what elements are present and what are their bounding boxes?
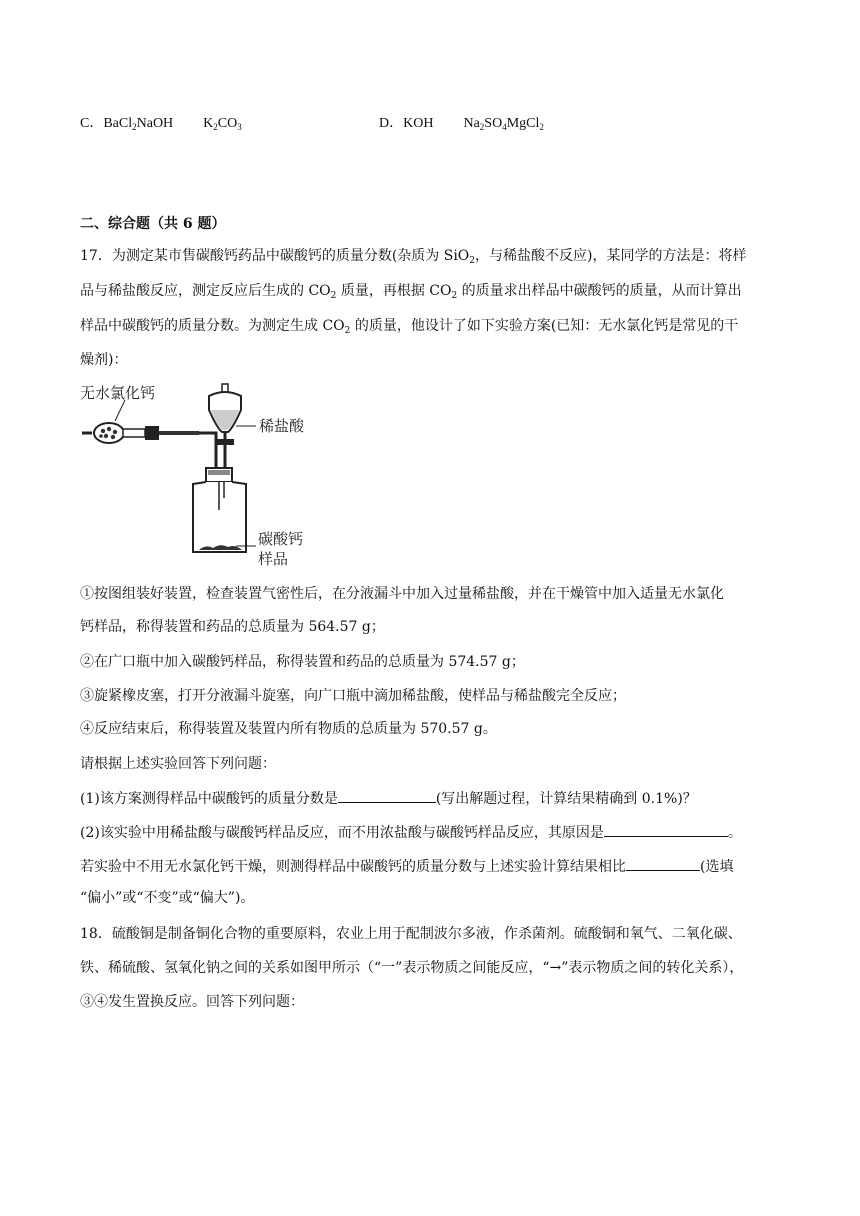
option-c: C．BaCl$_2$NaOH $K_2CO_3$ <box>80 116 242 132</box>
q17-step-1: ①按图组装好装置，检查装置气密性后，在分液漏斗中加入过量稀盐酸，并在干燥管中加入适量无水氯化 <box>80 586 724 602</box>
q17-step-3: ③旋紧橡皮塞，打开分液漏斗旋塞，向广口瓶中滴加稀盐酸，使样品与稀盐酸完全反应； <box>80 688 626 704</box>
bottle-icon <box>193 468 246 552</box>
answer-blank-3[interactable] <box>626 856 700 871</box>
q18-line-3: ③④发生置换反应。回答下列问题： <box>80 994 304 1010</box>
q17-part-2: (2)该实验中用稀盐酸与碳酸钙样品反应，而不用浓盐酸与碳酸钙样品反应，其原因是 。 <box>80 822 800 843</box>
q17-prompt: 请根据上述实验回答下列问题： <box>80 756 276 772</box>
q17-line-4: 燥剂)： <box>80 352 128 368</box>
label-sample-line-2: 样品 <box>258 550 289 568</box>
q17-step-1-cont: 钙样品，称得装置和药品的总质量为 564.57 g； <box>80 619 385 635</box>
q17-part-3-cont: “偏小”或“不变”或“偏大”)。 <box>80 890 255 906</box>
q17-line-1: 17．为测定某市售碳酸钙药品中碳酸钙的质量分数(杂质为 SiO$_2$，与稀盐酸不反应)，某同学的方法是：将样 <box>80 248 747 266</box>
option-d: D．KOH $Na_2SO_4MgCl_2$ <box>379 116 544 132</box>
q18-line-1: 18．硫酸铜是制备铜化合物的重要原料，农业上用于配制波尔多液，作杀菌剂。硫酸铜和氧气、二氧化碳、 <box>80 926 742 942</box>
q17-line-2: 品与稀盐酸反应，测定反应后生成的 $CO_2$ 质量，再根据 $CO_2$ 的质量求出样品中碳酸钙的质量，从而计算出 <box>80 283 742 301</box>
answer-blank-2[interactable] <box>604 822 728 837</box>
q18-line-2: 铁、稀硫酸、氢氧化钠之间的关系如图甲所示（“一”表示物质之间能反应，“→”表示物质之间的转化关系）， <box>80 960 744 976</box>
label-acid: 稀盐酸 <box>259 417 305 435</box>
q17-part-1: (1)该方案测得样品中碳酸钙的质量分数是 (写出解题过程，计算结果精确到 0.1%)？ <box>80 788 800 809</box>
drying-tube-icon <box>82 423 216 470</box>
q17-step-4: ④反应结束后，称得装置及装置内所有物质的总质量为 570.57 g。 <box>80 721 497 737</box>
answer-blank-1[interactable] <box>338 788 436 803</box>
section-title: 二、综合题（共 6 题） <box>80 216 226 232</box>
label-sample-line-1: 碳酸钙 <box>258 530 304 548</box>
q17-step-2: ②在广口瓶中加入碳酸钙样品，称得装置和药品的总质量为 574.57 g； <box>80 654 525 670</box>
apparatus-diagram <box>78 380 328 570</box>
q17-line-3: 样品中碳酸钙的质量分数。为测定生成 $CO_2$ 的质量，他设计了如下实验方案(已知：无水氯化钙是常见的干 <box>80 318 739 336</box>
label-desiccant: 无水氯化钙 <box>80 384 156 402</box>
q17-part-3: 若实验中不用无水氯化钙干燥，则测得样品中碳酸钙的质量分数与上述实验计算结果相比 (选填 <box>80 856 800 877</box>
separatory-funnel-icon <box>209 384 241 472</box>
